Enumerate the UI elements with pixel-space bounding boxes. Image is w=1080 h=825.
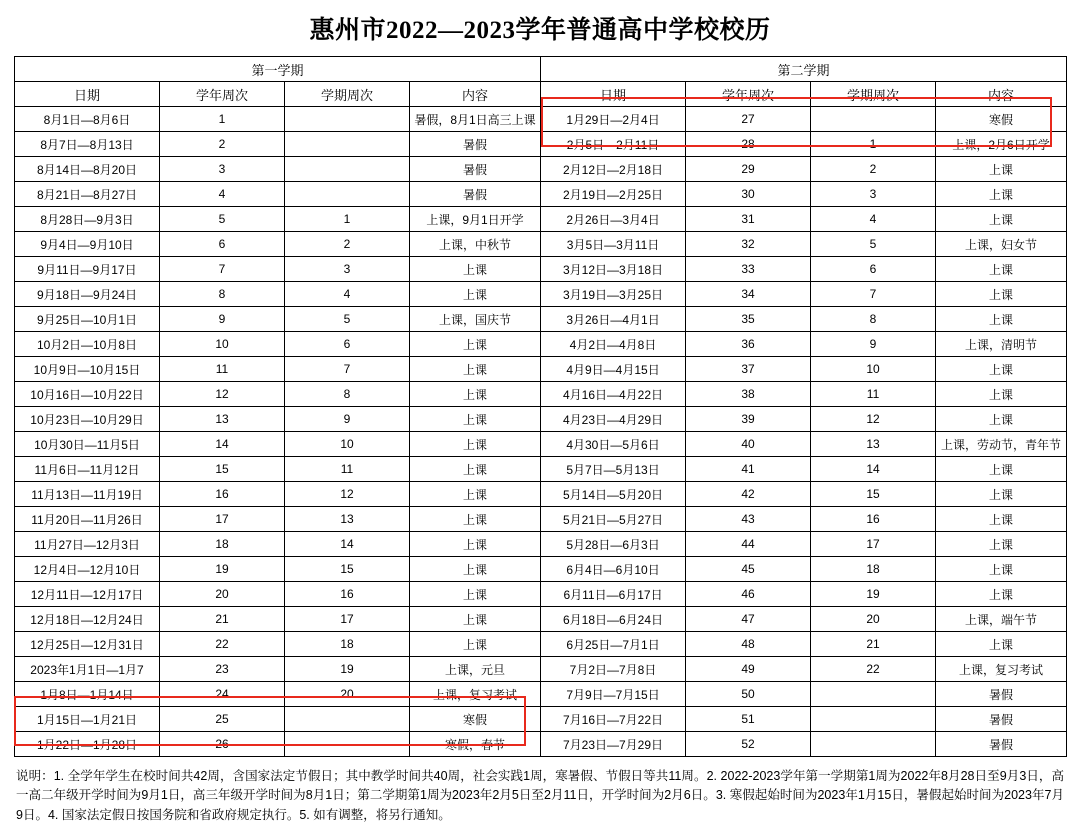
cell-content-semester1: 上课 [410,407,541,432]
col-week-of-term-1: 学期周次 [285,82,410,107]
col-date-2: 日期 [541,82,686,107]
cell-week-of-year-semester1: 15 [160,457,285,482]
cell-week-of-year-semester2: 41 [686,457,811,482]
cell-date-semester1: 10月30日—11月5日 [15,432,160,457]
cell-content-semester1: 暑假 [410,132,541,157]
cell-week-of-term-semester1: 14 [285,532,410,557]
cell-week-of-year-semester1: 22 [160,632,285,657]
cell-date-semester1: 12月25日—12月31日 [15,632,160,657]
calendar-body [15,107,1067,757]
cell-content-semester1: 上课 [410,432,541,457]
cell-week-of-year-semester1: 26 [160,732,285,757]
table-row [15,332,1067,357]
cell-week-of-year-semester2: 43 [686,507,811,532]
cell-week-of-year-semester1: 18 [160,532,285,557]
cell-content-semester2: 上课 [936,632,1067,657]
cell-date-semester2: 2月19日—2月25日 [541,182,686,207]
cell-week-of-term-semester1: 6 [285,332,410,357]
cell-week-of-year-semester2: 50 [686,682,811,707]
cell-content-semester1: 上课 [410,357,541,382]
cell-week-of-year-semester1: 23 [160,657,285,682]
cell-week-of-term-semester1 [285,132,410,157]
cell-content-semester1: 上课 [410,582,541,607]
cell-week-of-term-semester2: 4 [811,207,936,232]
cell-week-of-year-semester2: 51 [686,707,811,732]
cell-week-of-term-semester2: 5 [811,232,936,257]
cell-content-semester1: 暑假，8月1日高三上课 [410,107,541,132]
cell-week-of-term-semester2: 11 [811,382,936,407]
cell-content-semester1: 上课 [410,257,541,282]
cell-week-of-year-semester2: 40 [686,432,811,457]
table-row [15,207,1067,232]
cell-content-semester2: 上课，端午节 [936,607,1067,632]
cell-week-of-year-semester2: 28 [686,132,811,157]
cell-content-semester1: 上课，国庆节 [410,307,541,332]
cell-date-semester2: 7月9日—7月15日 [541,682,686,707]
cell-date-semester2: 5月7日—5月13日 [541,457,686,482]
cell-week-of-term-semester2 [811,682,936,707]
cell-content-semester2: 上课，2月6日开学 [936,132,1067,157]
table-row [15,632,1067,657]
cell-date-semester1: 10月23日—10月29日 [15,407,160,432]
cell-week-of-year-semester2: 45 [686,557,811,582]
cell-week-of-term-semester1: 3 [285,257,410,282]
cell-week-of-term-semester1: 17 [285,607,410,632]
cell-week-of-term-semester1 [285,732,410,757]
cell-content-semester1: 上课 [410,332,541,357]
column-header-row [15,82,1067,107]
cell-date-semester2: 3月12日—3月18日 [541,257,686,282]
cell-date-semester1: 12月11日—12月17日 [15,582,160,607]
col-week-of-term-2: 学期周次 [811,82,936,107]
cell-content-semester1: 寒假 [410,707,541,732]
cell-content-semester1: 上课 [410,557,541,582]
cell-week-of-term-semester1: 12 [285,482,410,507]
cell-content-semester2: 上课 [936,382,1067,407]
cell-week-of-term-semester1: 7 [285,357,410,382]
cell-week-of-year-semester2: 33 [686,257,811,282]
cell-date-semester2: 2月26日—3月4日 [541,207,686,232]
cell-content-semester1: 上课 [410,482,541,507]
cell-date-semester1: 8月7日—8月13日 [15,132,160,157]
cell-week-of-term-semester1: 4 [285,282,410,307]
table-row [15,182,1067,207]
cell-week-of-year-semester2: 29 [686,157,811,182]
cell-week-of-year-semester2: 52 [686,732,811,757]
cell-week-of-term-semester1: 2 [285,232,410,257]
cell-date-semester1: 9月25日—10月1日 [15,307,160,332]
cell-week-of-year-semester2: 49 [686,657,811,682]
table-row [15,432,1067,457]
cell-week-of-year-semester1: 5 [160,207,285,232]
table-row [15,407,1067,432]
cell-content-semester1: 上课 [410,532,541,557]
cell-content-semester2: 上课，劳动节，青年节 [936,432,1067,457]
cell-week-of-year-semester1: 19 [160,557,285,582]
cell-week-of-term-semester2: 20 [811,607,936,632]
cell-content-semester1: 上课 [410,607,541,632]
cell-date-semester1: 10月16日—10月22日 [15,382,160,407]
table-row [15,357,1067,382]
table-row [15,707,1067,732]
cell-week-of-year-semester2: 46 [686,582,811,607]
table-row [15,307,1067,332]
table-row [15,657,1067,682]
cell-week-of-year-semester2: 31 [686,207,811,232]
calendar-note: 说明：1. 全学年学生在校时间共42周，含国家法定节假日；其中教学时间共40周，社会实践1周，寒暑假、节假日等共11周。2. 2022-2023学年第一学期第1周为2022年8月28日至9月3日，高一高二年级开学时间为9月1日，高三年级开学时间为8月1日；第二学期第1周为2023年2月5日至2月11日，开学时间为2月6日。3. 寒假起始时间为2023年1月15日，暑假起始时间为2023年7月9日。4. 国家法定假日按国务院和省政府规定执行。5. 如有调整，将另行通知。 [16,769,1064,822]
cell-date-semester2: 5月14日—5月20日 [541,482,686,507]
cell-date-semester1: 11月13日—11月19日 [15,482,160,507]
cell-date-semester2: 2月5日—2月11日 [541,132,686,157]
page-title: 惠州市2022—2023学年普通高中学校校历 [309,17,771,44]
table-row [15,232,1067,257]
cell-content-semester1: 上课，复习考试 [410,682,541,707]
cell-date-semester1: 1月8日—1月14日 [15,682,160,707]
school-calendar-table [14,56,1067,757]
cell-date-semester1: 8月1日—8月6日 [15,107,160,132]
cell-week-of-year-semester1: 1 [160,107,285,132]
cell-date-semester2: 6月11日—6月17日 [541,582,686,607]
cell-week-of-term-semester2: 19 [811,582,936,607]
cell-content-semester2: 上课 [936,407,1067,432]
cell-week-of-year-semester1: 10 [160,332,285,357]
cell-date-semester2: 7月23日—7月29日 [541,732,686,757]
cell-content-semester2: 上课，清明节 [936,332,1067,357]
col-content-1: 内容 [410,82,541,107]
semester-2-header: 第二学期 [541,57,1067,82]
cell-date-semester1: 8月28日—9月3日 [15,207,160,232]
cell-week-of-year-semester1: 20 [160,582,285,607]
cell-week-of-term-semester1: 13 [285,507,410,532]
cell-week-of-year-semester1: 2 [160,132,285,157]
table-row [15,482,1067,507]
cell-week-of-year-semester1: 9 [160,307,285,332]
cell-date-semester2: 4月16日—4月22日 [541,382,686,407]
cell-week-of-term-semester2: 17 [811,532,936,557]
semester-1-header: 第一学期 [15,57,541,82]
cell-week-of-year-semester1: 16 [160,482,285,507]
cell-week-of-term-semester1: 20 [285,682,410,707]
cell-content-semester1: 上课 [410,632,541,657]
cell-content-semester1: 暑假 [410,157,541,182]
cell-content-semester1: 上课 [410,282,541,307]
cell-week-of-term-semester2: 8 [811,307,936,332]
cell-content-semester2: 上课 [936,482,1067,507]
cell-week-of-year-semester2: 36 [686,332,811,357]
table-row [15,682,1067,707]
cell-content-semester1: 暑假 [410,182,541,207]
cell-week-of-year-semester2: 32 [686,232,811,257]
table-row [15,132,1067,157]
cell-content-semester2: 上课 [936,507,1067,532]
cell-week-of-term-semester2: 9 [811,332,936,357]
cell-content-semester2: 上课 [936,282,1067,307]
table-row [15,107,1067,132]
cell-date-semester2: 5月28日—6月3日 [541,532,686,557]
cell-date-semester2: 6月18日—6月24日 [541,607,686,632]
cell-week-of-term-semester2: 1 [811,132,936,157]
cell-week-of-year-semester2: 47 [686,607,811,632]
cell-week-of-term-semester1: 5 [285,307,410,332]
semester-header-row [15,57,1067,82]
cell-week-of-year-semester1: 6 [160,232,285,257]
cell-date-semester1: 11月6日—11月12日 [15,457,160,482]
cell-content-semester2: 上课 [936,207,1067,232]
cell-week-of-term-semester2: 7 [811,282,936,307]
cell-date-semester2: 1月29日—2月4日 [541,107,686,132]
cell-date-semester2: 3月5日—3月11日 [541,232,686,257]
cell-content-semester2: 上课 [936,532,1067,557]
cell-week-of-term-semester2: 13 [811,432,936,457]
cell-week-of-term-semester1: 15 [285,557,410,582]
cell-week-of-year-semester2: 30 [686,182,811,207]
cell-content-semester2: 上课 [936,307,1067,332]
cell-content-semester1: 上课，中秋节 [410,232,541,257]
table-row [15,582,1067,607]
cell-date-semester1: 11月20日—11月26日 [15,507,160,532]
cell-date-semester2: 5月21日—5月27日 [541,507,686,532]
cell-date-semester2: 4月23日—4月29日 [541,407,686,432]
cell-date-semester2: 7月2日—7月8日 [541,657,686,682]
cell-date-semester1: 9月18日—9月24日 [15,282,160,307]
cell-week-of-term-semester2: 10 [811,357,936,382]
cell-date-semester2: 6月4日—6月10日 [541,557,686,582]
cell-week-of-year-semester1: 13 [160,407,285,432]
cell-week-of-term-semester1: 19 [285,657,410,682]
cell-date-semester1: 8月21日—8月27日 [15,182,160,207]
cell-content-semester1: 上课，9月1日开学 [410,207,541,232]
cell-week-of-year-semester2: 38 [686,382,811,407]
cell-week-of-year-semester1: 25 [160,707,285,732]
table-row [15,157,1067,182]
cell-content-semester2: 上课，复习考试 [936,657,1067,682]
cell-week-of-year-semester2: 39 [686,407,811,432]
cell-week-of-year-semester1: 4 [160,182,285,207]
cell-content-semester2: 上课 [936,357,1067,382]
cell-week-of-term-semester1: 8 [285,382,410,407]
cell-date-semester2: 3月26日—4月1日 [541,307,686,332]
cell-content-semester1: 上课，元旦 [410,657,541,682]
cell-week-of-year-semester2: 37 [686,357,811,382]
cell-week-of-term-semester1 [285,707,410,732]
cell-date-semester2: 4月2日—4月8日 [541,332,686,357]
cell-date-semester1: 1月15日—1月21日 [15,707,160,732]
table-row [15,457,1067,482]
cell-week-of-term-semester2: 21 [811,632,936,657]
cell-date-semester1: 10月9日—10月15日 [15,357,160,382]
cell-content-semester1: 寒假，春节 [410,732,541,757]
cell-week-of-year-semester2: 34 [686,282,811,307]
cell-week-of-year-semester2: 48 [686,632,811,657]
cell-week-of-term-semester2: 14 [811,457,936,482]
cell-date-semester2: 4月30日—5月6日 [541,432,686,457]
table-row [15,607,1067,632]
cell-week-of-term-semester1: 16 [285,582,410,607]
col-week-of-year-2: 学年周次 [686,82,811,107]
cell-date-semester1: 12月4日—12月10日 [15,557,160,582]
cell-content-semester2: 暑假 [936,732,1067,757]
table-row [15,732,1067,757]
cell-week-of-year-semester1: 12 [160,382,285,407]
cell-week-of-term-semester2: 15 [811,482,936,507]
cell-week-of-year-semester1: 21 [160,607,285,632]
cell-content-semester1: 上课 [410,382,541,407]
table-row [15,382,1067,407]
col-date-1: 日期 [15,82,160,107]
cell-week-of-term-semester2: 16 [811,507,936,532]
cell-content-semester2: 上课 [936,182,1067,207]
cell-date-semester1: 8月14日—8月20日 [15,157,160,182]
cell-week-of-term-semester2: 18 [811,557,936,582]
cell-week-of-term-semester2: 2 [811,157,936,182]
cell-week-of-year-semester2: 35 [686,307,811,332]
cell-week-of-year-semester1: 24 [160,682,285,707]
table-row [15,282,1067,307]
cell-content-semester2: 暑假 [936,682,1067,707]
cell-week-of-year-semester1: 7 [160,257,285,282]
cell-content-semester2: 上课 [936,582,1067,607]
col-week-of-year-1: 学年周次 [160,82,285,107]
cell-date-semester1: 9月11日—9月17日 [15,257,160,282]
table-row [15,557,1067,582]
cell-week-of-year-semester1: 11 [160,357,285,382]
cell-week-of-term-semester2: 22 [811,657,936,682]
table-row [15,507,1067,532]
cell-week-of-year-semester1: 3 [160,157,285,182]
cell-date-semester1: 10月2日—10月8日 [15,332,160,357]
cell-week-of-term-semester2: 3 [811,182,936,207]
table-row [15,532,1067,557]
cell-week-of-year-semester2: 44 [686,532,811,557]
cell-week-of-term-semester1: 11 [285,457,410,482]
cell-week-of-term-semester1 [285,107,410,132]
cell-date-semester2: 4月9日—4月15日 [541,357,686,382]
cell-content-semester2: 上课 [936,257,1067,282]
cell-date-semester2: 2月12日—2月18日 [541,157,686,182]
cell-week-of-term-semester2 [811,707,936,732]
cell-week-of-term-semester2: 6 [811,257,936,282]
cell-content-semester2: 寒假 [936,107,1067,132]
cell-week-of-term-semester1 [285,157,410,182]
col-content-2: 内容 [936,82,1067,107]
cell-content-semester2: 上课 [936,157,1067,182]
cell-week-of-term-semester1: 18 [285,632,410,657]
cell-week-of-year-semester2: 27 [686,107,811,132]
cell-date-semester1: 9月4日—9月10日 [15,232,160,257]
cell-week-of-term-semester2 [811,107,936,132]
cell-week-of-term-semester1: 1 [285,207,410,232]
table-row [15,257,1067,282]
cell-week-of-term-semester1 [285,182,410,207]
cell-week-of-year-semester1: 14 [160,432,285,457]
cell-week-of-term-semester1: 9 [285,407,410,432]
cell-week-of-year-semester1: 8 [160,282,285,307]
cell-content-semester2: 上课 [936,457,1067,482]
cell-date-semester1: 11月27日—12月3日 [15,532,160,557]
cell-date-semester2: 6月25日—7月1日 [541,632,686,657]
cell-week-of-term-semester2: 12 [811,407,936,432]
cell-content-semester2: 上课，妇女节 [936,232,1067,257]
cell-week-of-term-semester1: 10 [285,432,410,457]
cell-date-semester1: 2023年1月1日—1月7 [15,657,160,682]
cell-week-of-term-semester2 [811,732,936,757]
cell-date-semester2: 3月19日—3月25日 [541,282,686,307]
cell-week-of-year-semester2: 42 [686,482,811,507]
cell-content-semester2: 暑假 [936,707,1067,732]
cell-content-semester2: 上课 [936,557,1067,582]
cell-date-semester1: 12月18日—12月24日 [15,607,160,632]
cell-content-semester1: 上课 [410,457,541,482]
cell-week-of-year-semester1: 17 [160,507,285,532]
cell-date-semester2: 7月16日—7月22日 [541,707,686,732]
cell-content-semester1: 上课 [410,507,541,532]
cell-date-semester1: 1月22日—1月28日 [15,732,160,757]
